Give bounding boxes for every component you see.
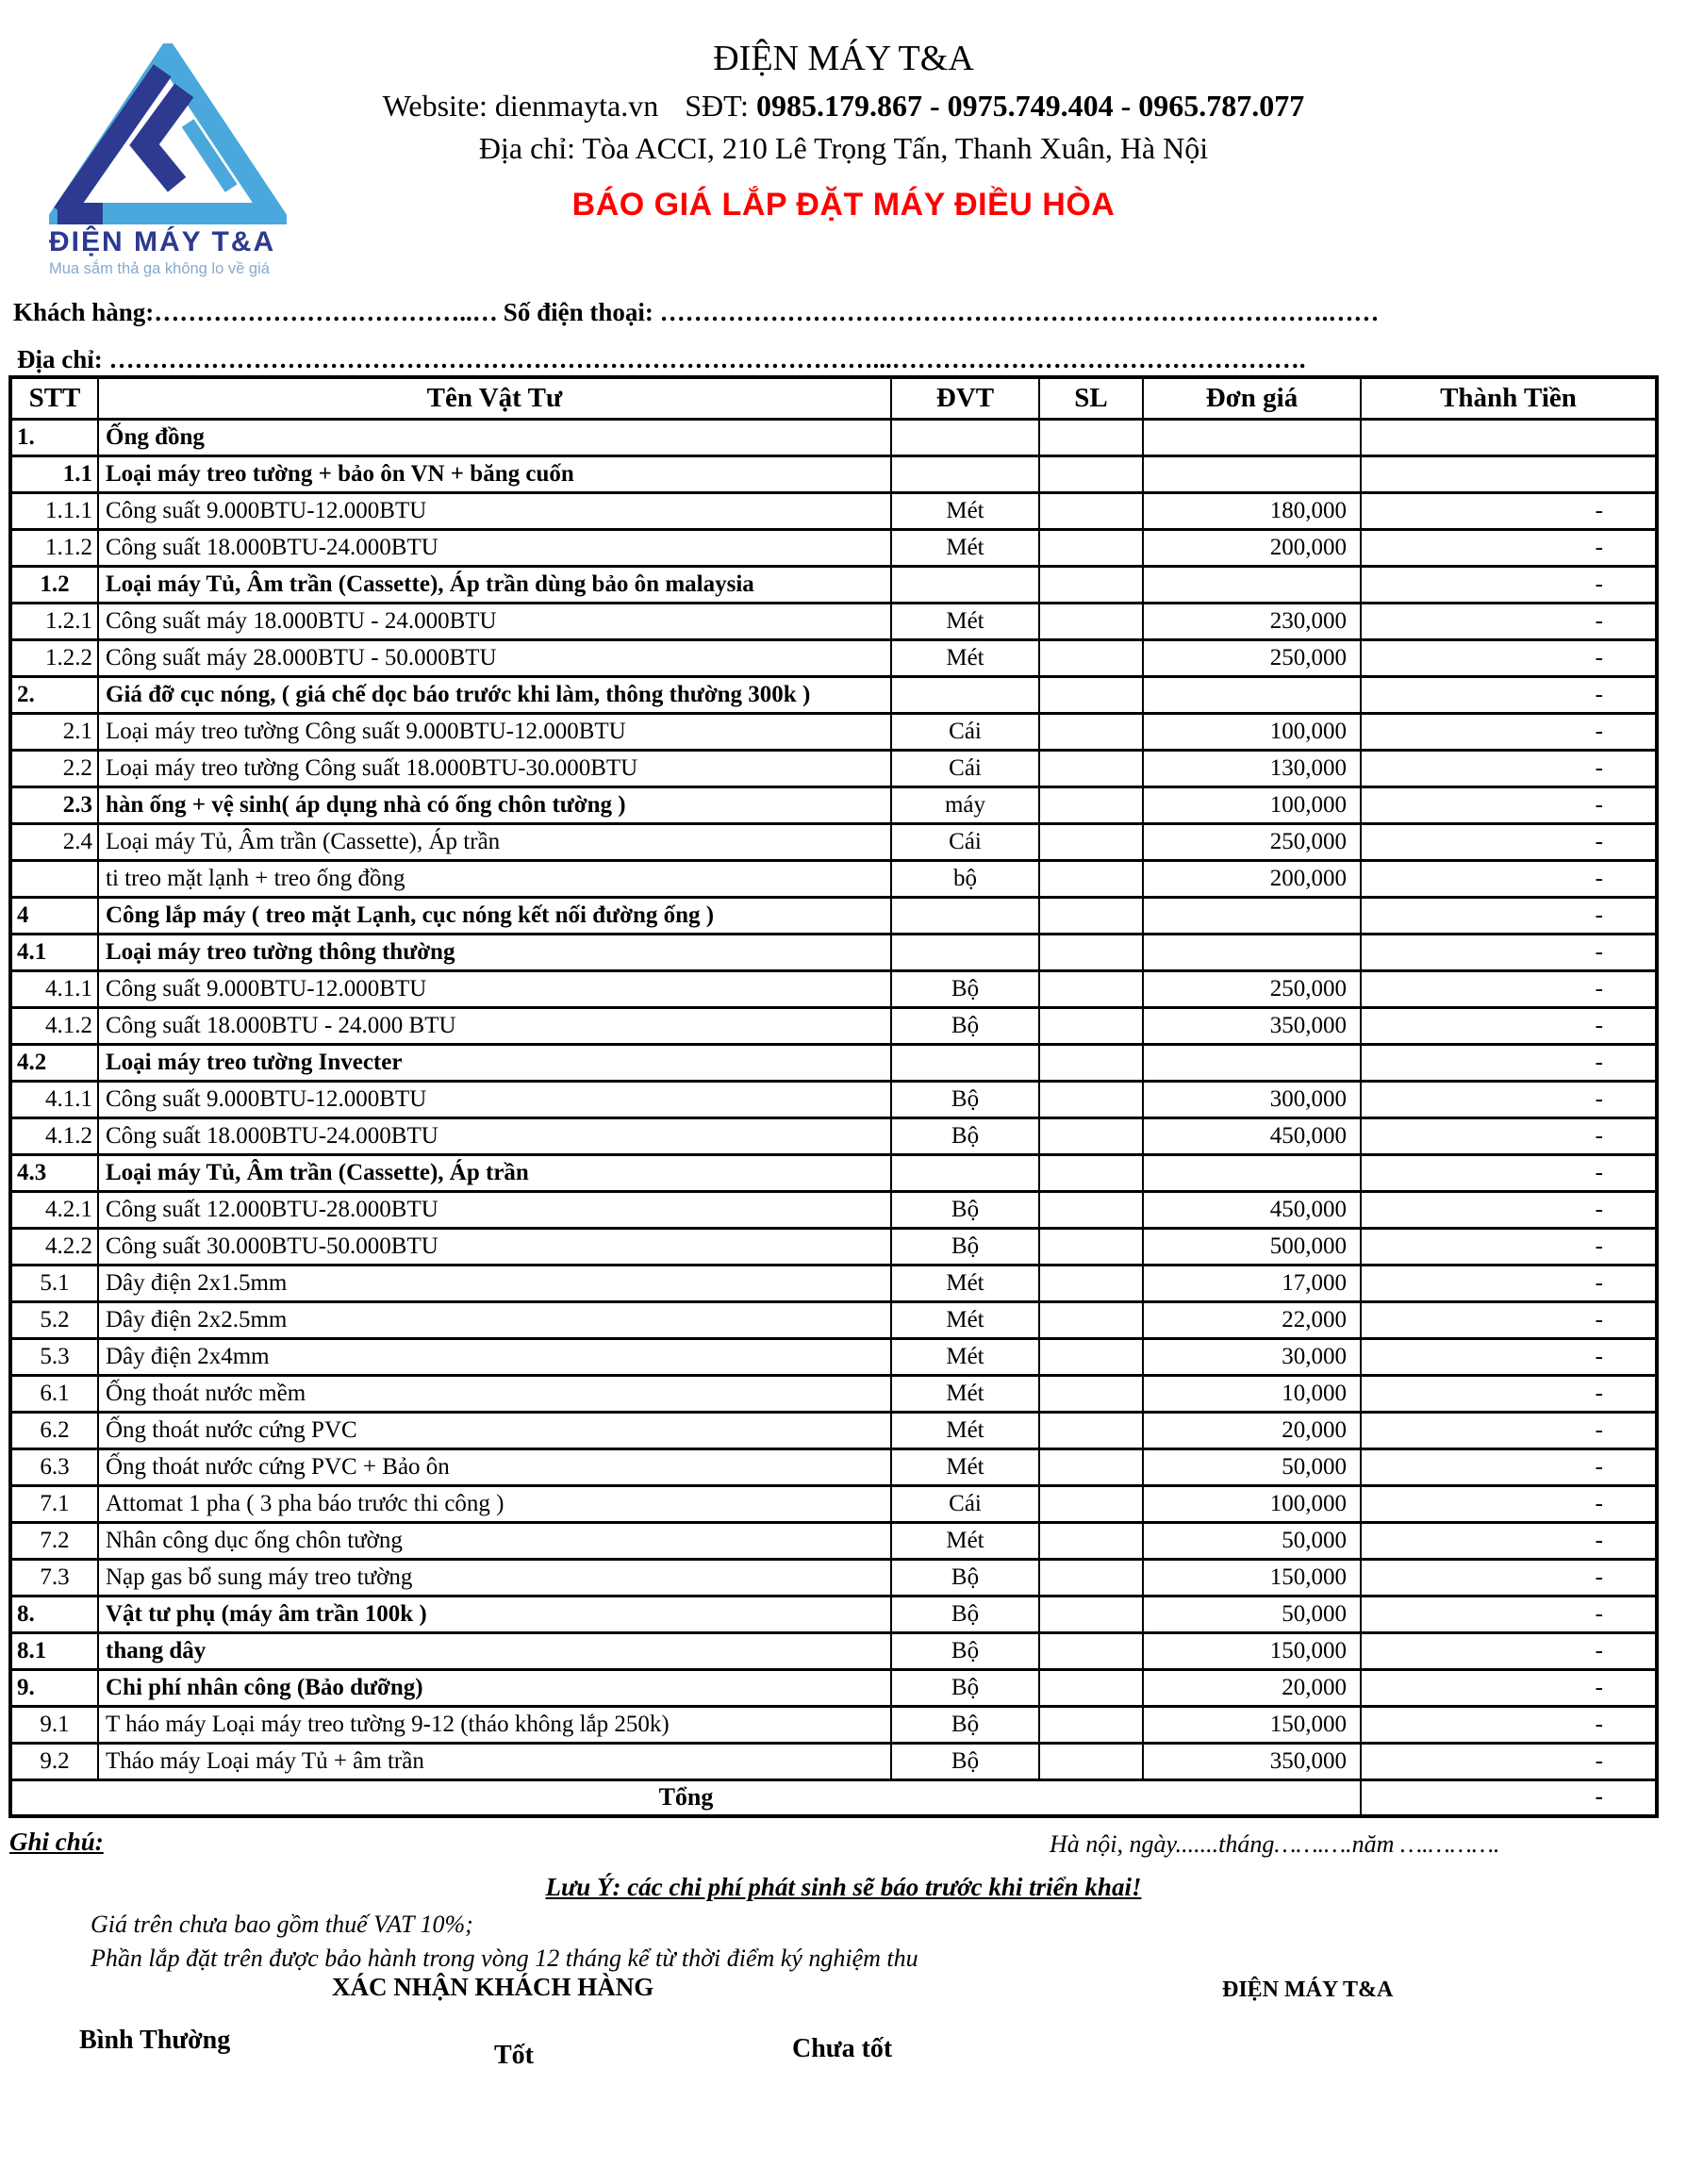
table-row: 9. Chi phí nhân công (Bảo dưỡng) Bộ 20,000 - (10, 1669, 1657, 1706)
table-row: 8. Vật tư phụ (máy âm trần 100k ) Bộ 50,000 - (10, 1596, 1657, 1632)
table-row: 2.1 Loại máy treo tường Công suất 9.000BTU-12.000BTU Cái 100,000 - (10, 713, 1657, 750)
table-row: 1.2.1 Công suất máy 18.000BTU - 24.000BTU Mét 230,000 - (10, 603, 1657, 639)
table-row: 1.1 Loại máy treo tường + bảo ôn VN + băng cuốn (10, 455, 1657, 492)
logo-tagline: Mua sắm thả ga không lo về giá (49, 260, 270, 277)
document-header (0, 0, 1687, 283)
table-row: 6.3 Ống thoát nước cứng PVC + Bảo ôn Mét 50,000 - (10, 1448, 1657, 1485)
col-total: Thành Tiền (1361, 377, 1657, 419)
vat-note: Giá trên chưa bao gồm thuế VAT 10%; (91, 1911, 473, 1938)
table-row: 4.1.1 Công suất 9.000BTU-12.000BTU Bộ 300,000 - (10, 1081, 1657, 1117)
total-value: - (1361, 1779, 1657, 1816)
customer-line (13, 298, 1379, 327)
col-stt: STT (10, 377, 98, 419)
table-row: 2.3 hàn ống + vệ sinh( áp dụng nhà có ống chôn tường ) máy 100,000 - (10, 786, 1657, 823)
table-row: 5.3 Dây điện 2x4mm Mét 30,000 - (10, 1338, 1657, 1375)
website-label: Website: dienmayta.vn (382, 89, 659, 123)
table-row: 5.1 Dây điện 2x1.5mm Mét 17,000 - (10, 1265, 1657, 1301)
customer-address-field[interactable]: Địa chỉ: ………………………………………………………………………………...…………………………………………. (17, 345, 1306, 373)
price-table (8, 375, 1659, 1818)
table-row: 4.1.1 Công suất 9.000BTU-12.000BTU Bộ 250,000 - (10, 970, 1657, 1007)
company-address: Địa chỉ: Tòa ACCI, 210 Lê Trọng Tấn, Thanh Xuân, Hà Nội (478, 131, 1209, 165)
attention-note: Lưu Ý: các chi phí phát sinh sẽ báo trước khi triển khai! (545, 1873, 1142, 1901)
logo-brand-text: ĐIỆN MÁY T&A (49, 226, 276, 257)
table-header-row (10, 377, 1657, 419)
table-row: 9.2 Tháo máy Loại máy Tủ + âm trần Bộ 350,000 - (10, 1743, 1657, 1779)
table-row: 4.1.2 Công suất 18.000BTU-24.000BTU Bộ 450,000 - (10, 1117, 1657, 1154)
table-row: ti treo mặt lạnh + treo ống đồng bộ 200,000 - (10, 860, 1657, 897)
total-row (10, 1779, 1657, 1816)
customer-signature-label: XÁC NHẬN KHÁCH HÀNG (332, 1973, 654, 2001)
table-row: 2.2 Loại máy treo tường Công suất 18.000BTU-30.000BTU Cái 130,000 - (10, 750, 1657, 786)
rating-normal: Bình Thường (79, 2026, 231, 2055)
table-row: 4.3 Loại máy Tủ, Âm trần (Cassette), Áp trần - (10, 1154, 1657, 1191)
col-price: Đơn giá (1143, 377, 1361, 419)
table-row: 4.1 Loại máy treo tường thông thường - (10, 934, 1657, 970)
customer-phone-field[interactable]: Số điện thoại: …………………………………………………………………….…… (503, 298, 1380, 326)
table-row: 1.2 Loại máy Tủ, Âm trần (Cassette), Áp trần dùng bảo ôn malaysia - (10, 566, 1657, 603)
warranty-note: Phần lắp đặt trên được bảo hành trong vòng 12 tháng kể từ thời điểm ký nghiệm thu (91, 1944, 918, 1972)
document-title: BÁO GIÁ LẮP ĐẶT MÁY ĐIỀU HÒA (571, 187, 1116, 223)
contact-line (0, 89, 1687, 124)
table-row: 8.1 thang dây Bộ 150,000 - (10, 1632, 1657, 1669)
table-row: 4.2.2 Công suất 30.000BTU-50.000BTU Bộ 500,000 - (10, 1228, 1657, 1265)
customer-name-field[interactable]: Khách hàng:………………………………..… (13, 298, 498, 326)
table-row: 1.1.1 Công suất 9.000BTU-12.000BTU Mét 180,000 - (10, 492, 1657, 529)
col-qty: SL (1039, 377, 1143, 419)
table-row: 7.3 Nạp gas bổ sung máy treo tường Bộ 150,000 - (10, 1559, 1657, 1596)
table-row: 7.1 Attomat 1 pha ( 3 pha báo trước thi công ) Cái 100,000 - (10, 1485, 1657, 1522)
notes-label: Ghi chú: (9, 1828, 104, 1856)
phone-label: SĐT: (685, 89, 749, 123)
table-row: 1. Ống đồng (10, 419, 1657, 455)
table-row: 4 Công lắp máy ( treo mặt Lạnh, cục nóng kết nối đường ống ) - (10, 897, 1657, 934)
col-unit: ĐVT (891, 377, 1039, 419)
price-table-body (10, 419, 1657, 1779)
table-row: 1.1.2 Công suất 18.000BTU-24.000BTU Mét 200,000 - (10, 529, 1657, 566)
table-row: 5.2 Dây điện 2x2.5mm Mét 22,000 - (10, 1301, 1657, 1338)
rating-good: Tốt (494, 2041, 534, 2070)
table-row: 4.2.1 Công suất 12.000BTU-28.000BTU Bộ 450,000 - (10, 1191, 1657, 1228)
table-row: 2.4 Loại máy Tủ, Âm trần (Cassette), Áp trần Cái 250,000 - (10, 823, 1657, 860)
table-row: 6.1 Ống thoát nước mềm Mét 10,000 - (10, 1375, 1657, 1412)
company-name: ĐIỆN MÁY T&A (713, 39, 974, 78)
col-name: Tên Vật Tư (98, 377, 891, 419)
table-row: 2. Giá đỡ cục nóng, ( giá chế dọc báo trước khi làm, thông thường 300k ) - (10, 676, 1657, 713)
date-line: Hà nội, ngày.......tháng…….….năm ….………. (1050, 1830, 1500, 1858)
table-row: 9.1 T háo máy Loại máy treo tường 9-12 (tháo không lắp 250k) Bộ 150,000 - (10, 1706, 1657, 1743)
table-row: 4.2 Loại máy treo tường Invecter - (10, 1044, 1657, 1081)
table-row: 1.2.2 Công suất máy 28.000BTU - 50.000BTU Mét 250,000 - (10, 639, 1657, 676)
header-text-block (0, 0, 1687, 223)
table-row: 7.2 Nhân công dục ống chôn tường Mét 50,000 - (10, 1522, 1657, 1559)
total-label: Tổng (10, 1779, 1361, 1816)
rating-bad: Chưa tốt (792, 2034, 893, 2063)
phone-numbers: 0985.179.867 - 0975.749.404 - 0965.787.077 (755, 89, 1305, 123)
table-row: 6.2 Ống thoát nước cứng PVC Mét 20,000 - (10, 1412, 1657, 1448)
table-row: 4.1.2 Công suất 18.000BTU - 24.000 BTU Bộ 350,000 - (10, 1007, 1657, 1044)
company-signature-label: ĐIỆN MÁY T&A (1222, 1977, 1394, 2002)
